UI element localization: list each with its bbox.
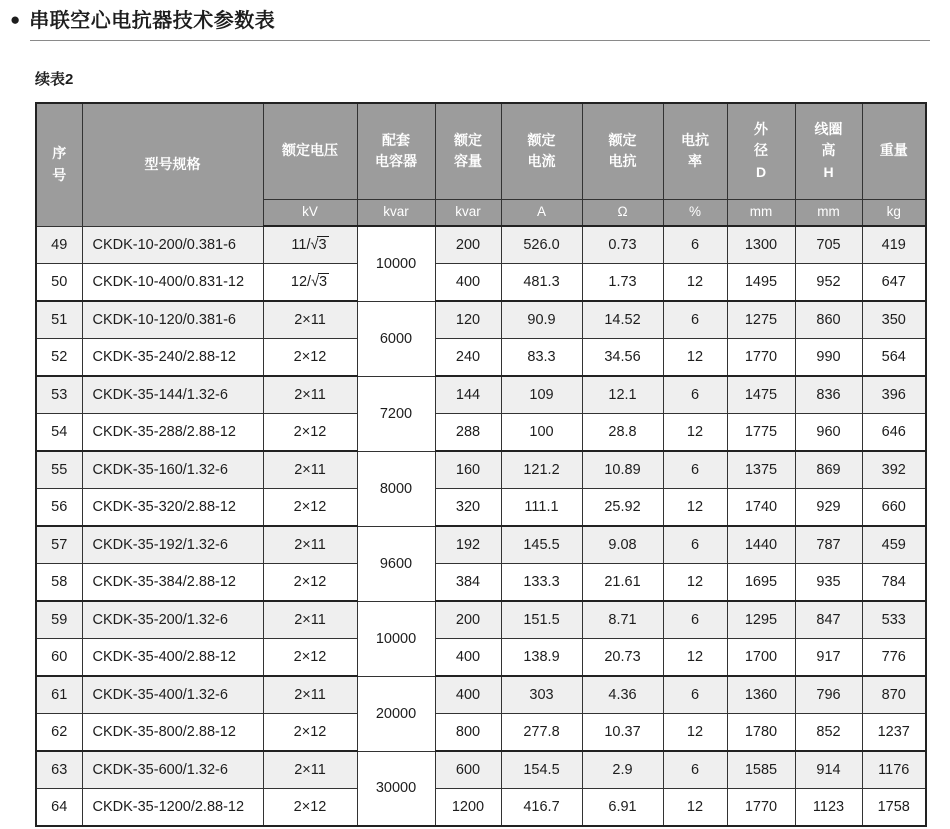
cell-seq: 51: [36, 301, 82, 339]
cell-model: CKDK-35-800/2.88-12: [82, 714, 263, 752]
table-row: [36, 226, 926, 264]
cell-diameter: 1780: [727, 714, 795, 752]
cell-diameter: 1440: [727, 526, 795, 564]
col-header-current: 额定 电流: [501, 103, 582, 199]
cell-current: 151.5: [501, 601, 582, 639]
cell-current: 277.8: [501, 714, 582, 752]
cell-coil_height: 787: [795, 526, 862, 564]
cell-voltage: 2×12: [263, 489, 357, 527]
cell-rate: 6: [663, 301, 727, 339]
cell-capacitor: 30000: [357, 751, 435, 826]
cell-seq: 55: [36, 451, 82, 489]
cell-voltage: [263, 226, 357, 264]
cell-rate: 12: [663, 564, 727, 602]
cell-coil_height: 929: [795, 489, 862, 527]
table-row: [36, 526, 926, 564]
cell-voltage: 2×12: [263, 639, 357, 677]
cell-diameter: 1475: [727, 376, 795, 414]
bullet-icon: ●: [10, 10, 21, 29]
cell-coil_height: 869: [795, 451, 862, 489]
cell-capacity: 120: [435, 301, 501, 339]
table-row: [36, 264, 926, 302]
table-row: [36, 676, 926, 714]
col-header-voltage: 额定电压: [263, 103, 357, 199]
cell-reactance: 20.73: [582, 639, 663, 677]
spec-table: [35, 102, 927, 827]
cell-rate: 12: [663, 789, 727, 827]
cell-weight: 1758: [862, 789, 926, 827]
cell-capacity: 400: [435, 676, 501, 714]
cell-seq: 59: [36, 601, 82, 639]
cell-current: 90.9: [501, 301, 582, 339]
col-header-seq: 序 号: [36, 103, 82, 226]
cell-rate: 12: [663, 714, 727, 752]
cell-reactance: 1.73: [582, 264, 663, 302]
cell-reactance: 28.8: [582, 414, 663, 452]
cell-current: 133.3: [501, 564, 582, 602]
cell-capacity: 240: [435, 339, 501, 377]
cell-reactance: 14.52: [582, 301, 663, 339]
cell-rate: 12: [663, 414, 727, 452]
unit-header-reactance: Ω: [582, 199, 663, 226]
table-row: [36, 339, 926, 377]
cell-weight: 533: [862, 601, 926, 639]
cell-reactance: 25.92: [582, 489, 663, 527]
cell-model: CKDK-35-192/1.32-6: [82, 526, 263, 564]
cell-capacitor: 8000: [357, 451, 435, 526]
cell-seq: 54: [36, 414, 82, 452]
cell-model: CKDK-10-200/0.381-6: [82, 226, 263, 264]
unit-header-weight: kg: [862, 199, 926, 226]
table-row: [36, 376, 926, 414]
cell-reactance: 2.9: [582, 751, 663, 789]
cell-voltage: 2×12: [263, 714, 357, 752]
cell-diameter: 1770: [727, 339, 795, 377]
cell-diameter: 1360: [727, 676, 795, 714]
cell-rate: 6: [663, 751, 727, 789]
cell-current: 138.9: [501, 639, 582, 677]
col-header-rate: 电抗 率: [663, 103, 727, 199]
cell-reactance: 34.56: [582, 339, 663, 377]
col-header-capacity: 额定 容量: [435, 103, 501, 199]
cell-capacity: 160: [435, 451, 501, 489]
cell-reactance: 4.36: [582, 676, 663, 714]
cell-seq: 64: [36, 789, 82, 827]
cell-coil_height: 952: [795, 264, 862, 302]
cell-capacity: 320: [435, 489, 501, 527]
cell-model: CKDK-35-400/1.32-6: [82, 676, 263, 714]
title-divider: [30, 40, 930, 41]
cell-capacity: 400: [435, 639, 501, 677]
cell-rate: 12: [663, 639, 727, 677]
cell-voltage: 2×11: [263, 601, 357, 639]
cell-rate: 6: [663, 226, 727, 264]
cell-model: CKDK-35-160/1.32-6: [82, 451, 263, 489]
cell-model: CKDK-35-400/2.88-12: [82, 639, 263, 677]
cell-model: CKDK-10-400/0.831-12: [82, 264, 263, 302]
table-row: [36, 564, 926, 602]
cell-seq: 52: [36, 339, 82, 377]
cell-weight: 1237: [862, 714, 926, 752]
unit-header-coil_height: mm: [795, 199, 862, 226]
cell-voltage: 2×11: [263, 676, 357, 714]
table-row: [36, 414, 926, 452]
cell-voltage: 2×12: [263, 414, 357, 452]
cell-diameter: 1300: [727, 226, 795, 264]
unit-header-capacity: kvar: [435, 199, 501, 226]
table-row: [36, 639, 926, 677]
cell-diameter: 1275: [727, 301, 795, 339]
cell-diameter: 1295: [727, 601, 795, 639]
cell-voltage: 2×11: [263, 451, 357, 489]
cell-seq: 61: [36, 676, 82, 714]
cell-coil_height: 705: [795, 226, 862, 264]
cell-model: CKDK-35-240/2.88-12: [82, 339, 263, 377]
sqrt-radicand: 3: [318, 237, 327, 254]
cell-reactance: 10.37: [582, 714, 663, 752]
cell-current: 416.7: [501, 789, 582, 827]
sqrt-radicand: 3: [319, 274, 328, 291]
cell-reactance: 12.1: [582, 376, 663, 414]
cell-seq: 53: [36, 376, 82, 414]
cell-coil_height: 990: [795, 339, 862, 377]
cell-voltage: 2×12: [263, 339, 357, 377]
cell-weight: 419: [862, 226, 926, 264]
cell-reactance: 10.89: [582, 451, 663, 489]
cell-coil_height: 935: [795, 564, 862, 602]
cell-current: 303: [501, 676, 582, 714]
table-row: [36, 301, 926, 339]
col-header-coil_height: 线圈 高 H: [795, 103, 862, 199]
cell-coil_height: 914: [795, 751, 862, 789]
cell-capacity: 144: [435, 376, 501, 414]
cell-rate: 6: [663, 451, 727, 489]
cell-capacity: 400: [435, 264, 501, 302]
cell-current: 526.0: [501, 226, 582, 264]
cell-reactance: 8.71: [582, 601, 663, 639]
cell-coil_height: 796: [795, 676, 862, 714]
col-header-reactance: 额定 电抗: [582, 103, 663, 199]
cell-rate: 12: [663, 489, 727, 527]
cell-coil_height: 860: [795, 301, 862, 339]
cell-current: 121.2: [501, 451, 582, 489]
cell-weight: 396: [862, 376, 926, 414]
cell-capacity: 384: [435, 564, 501, 602]
cell-capacitor: 10000: [357, 601, 435, 676]
cell-capacity: 1200: [435, 789, 501, 827]
cell-weight: 350: [862, 301, 926, 339]
cell-voltage: 2×12: [263, 564, 357, 602]
cell-current: 100: [501, 414, 582, 452]
cell-capacitor: 9600: [357, 526, 435, 601]
cell-reactance: 0.73: [582, 226, 663, 264]
table-row: [36, 489, 926, 527]
cell-weight: 776: [862, 639, 926, 677]
cell-rate: 6: [663, 676, 727, 714]
page-title: [10, 4, 950, 33]
cell-current: 109: [501, 376, 582, 414]
cell-coil_height: 836: [795, 376, 862, 414]
cell-coil_height: 960: [795, 414, 862, 452]
cell-model: CKDK-35-288/2.88-12: [82, 414, 263, 452]
cell-diameter: 1375: [727, 451, 795, 489]
cell-rate: 6: [663, 526, 727, 564]
cell-coil_height: 847: [795, 601, 862, 639]
cell-current: 154.5: [501, 751, 582, 789]
cell-weight: 564: [862, 339, 926, 377]
cell-rate: 12: [663, 264, 727, 302]
cell-reactance: 9.08: [582, 526, 663, 564]
cell-capacitor: 10000: [357, 226, 435, 301]
voltage-prefix: 12/: [290, 274, 312, 291]
cell-rate: 12: [663, 339, 727, 377]
cell-seq: 57: [36, 526, 82, 564]
cell-current: 111.1: [501, 489, 582, 527]
table-body: [36, 226, 926, 826]
table-row: [36, 789, 926, 827]
cell-model: CKDK-35-320/2.88-12: [82, 489, 263, 527]
table-row: [36, 451, 926, 489]
cell-model: CKDK-35-1200/2.88-12: [82, 789, 263, 827]
cell-weight: 870: [862, 676, 926, 714]
table-header: [36, 103, 926, 226]
col-header-diameter: 外 径 D: [727, 103, 795, 199]
cell-weight: 660: [862, 489, 926, 527]
cell-capacity: 200: [435, 226, 501, 264]
sqrt-sign: √: [310, 237, 319, 254]
sqrt-sign: √: [311, 274, 320, 291]
cell-voltage: 2×11: [263, 376, 357, 414]
cell-capacity: 600: [435, 751, 501, 789]
table-row: [36, 601, 926, 639]
col-header-weight: 重量: [862, 103, 926, 199]
cell-capacity: 192: [435, 526, 501, 564]
cell-capacity: 800: [435, 714, 501, 752]
table-row: [36, 714, 926, 752]
cell-voltage: 2×12: [263, 789, 357, 827]
unit-header-rate: %: [663, 199, 727, 226]
table-subtitle: 续表2: [35, 71, 74, 88]
unit-header-voltage: kV: [263, 199, 357, 226]
cell-diameter: 1770: [727, 789, 795, 827]
cell-model: CKDK-35-384/2.88-12: [82, 564, 263, 602]
unit-header-diameter: mm: [727, 199, 795, 226]
cell-reactance: 21.61: [582, 564, 663, 602]
cell-voltage: 2×11: [263, 301, 357, 339]
cell-diameter: 1585: [727, 751, 795, 789]
cell-rate: 6: [663, 376, 727, 414]
cell-diameter: 1495: [727, 264, 795, 302]
cell-seq: 56: [36, 489, 82, 527]
cell-weight: 1176: [862, 751, 926, 789]
cell-seq: 58: [36, 564, 82, 602]
col-header-capacitor: 配套 电容器: [357, 103, 435, 199]
cell-weight: 647: [862, 264, 926, 302]
cell-seq: 63: [36, 751, 82, 789]
cell-model: CKDK-35-144/1.32-6: [82, 376, 263, 414]
cell-capacitor: 20000: [357, 676, 435, 751]
cell-reactance: 6.91: [582, 789, 663, 827]
cell-current: 481.3: [501, 264, 582, 302]
header-row-labels: [36, 103, 926, 199]
cell-diameter: 1775: [727, 414, 795, 452]
voltage-prefix: 11/: [291, 237, 311, 254]
cell-model: CKDK-10-120/0.381-6: [82, 301, 263, 339]
cell-weight: 392: [862, 451, 926, 489]
cell-capacity: 288: [435, 414, 501, 452]
cell-capacity: 200: [435, 601, 501, 639]
unit-header-capacitor: kvar: [357, 199, 435, 226]
cell-model: CKDK-35-600/1.32-6: [82, 751, 263, 789]
cell-voltage: [263, 264, 357, 302]
cell-coil_height: 852: [795, 714, 862, 752]
cell-current: 145.5: [501, 526, 582, 564]
cell-seq: 60: [36, 639, 82, 677]
cell-capacitor: 7200: [357, 376, 435, 451]
cell-coil_height: 917: [795, 639, 862, 677]
cell-rate: 6: [663, 601, 727, 639]
cell-model: CKDK-35-200/1.32-6: [82, 601, 263, 639]
cell-voltage: 2×11: [263, 751, 357, 789]
page-title-text: 串联空心电抗器技术参数表: [29, 10, 276, 32]
unit-header-current: A: [501, 199, 582, 226]
cell-current: 83.3: [501, 339, 582, 377]
cell-seq: 49: [36, 226, 82, 264]
cell-weight: 784: [862, 564, 926, 602]
page: [0, 4, 950, 829]
cell-seq: 50: [36, 264, 82, 302]
cell-voltage: 2×11: [263, 526, 357, 564]
cell-coil_height: 1123: [795, 789, 862, 827]
table-row: [36, 751, 926, 789]
cell-diameter: 1740: [727, 489, 795, 527]
cell-seq: 62: [36, 714, 82, 752]
cell-diameter: 1695: [727, 564, 795, 602]
col-header-model: 型号规格: [82, 103, 263, 226]
cell-weight: 459: [862, 526, 926, 564]
cell-capacitor: 6000: [357, 301, 435, 376]
cell-diameter: 1700: [727, 639, 795, 677]
cell-weight: 646: [862, 414, 926, 452]
